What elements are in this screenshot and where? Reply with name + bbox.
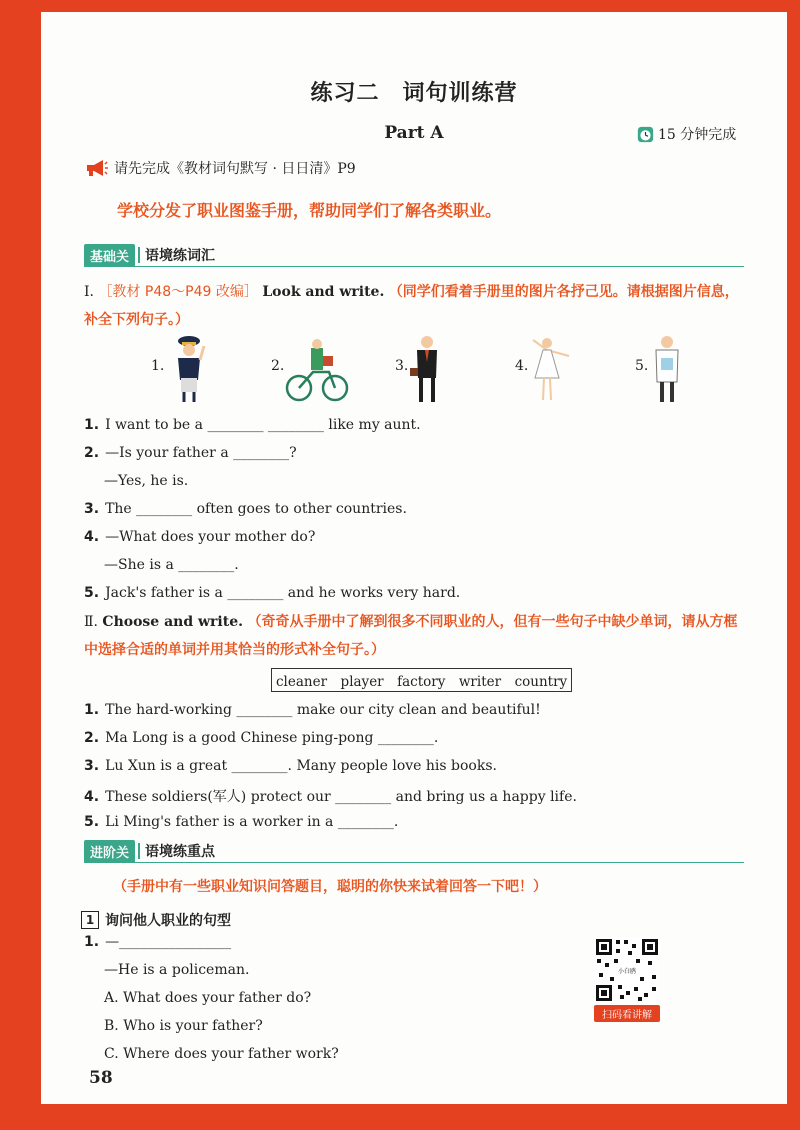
line-number: 4. xyxy=(84,789,100,805)
q1-option-b: B. Who is your father? xyxy=(104,1018,263,1034)
part2-instruction-text: Choose and write. xyxy=(102,614,243,630)
workbook-page xyxy=(41,12,787,1104)
line-text: The ________ often goes to other countries. xyxy=(105,501,407,517)
line-text: —Yes, he is. xyxy=(104,473,189,489)
megaphone-icon xyxy=(84,158,108,178)
line-text: —Is your father a ________? xyxy=(105,445,297,461)
qr-brand: 小白鸥 xyxy=(617,968,637,975)
line-number: 4. xyxy=(84,529,100,545)
badge-divider xyxy=(138,843,140,859)
line-number: 2. xyxy=(84,730,100,746)
line-number: 3. xyxy=(84,758,100,774)
line-text: Lu Xun is a great ________. Many people love his books. xyxy=(105,758,497,774)
line-text: Ma Long is a good Chinese ping-pong ________. xyxy=(105,730,439,746)
badge-divider xyxy=(138,247,140,263)
part1-line-2b xyxy=(104,473,188,489)
section-basic-label: 语境练词汇 xyxy=(145,248,216,264)
doctor-icon xyxy=(649,334,685,404)
subsection-number: 1 xyxy=(81,911,99,929)
figure-5-label: 5. xyxy=(635,358,649,374)
intro-text: 学校分发了职业图鉴手册，帮助同学们了解各类职业。 xyxy=(117,201,502,220)
part2-line-4 xyxy=(84,786,577,806)
page-title: 练习二 词句训练营 xyxy=(310,81,518,106)
line-text: —She is a ________. xyxy=(104,557,239,573)
part2-note: （奇奇从手册中了解到很多不同职业的人，但有一些句子中缺少单词，请从方框中选择合适的单词并用其恰当的形式补全句子。） xyxy=(84,614,738,658)
section-basic-badge: 基础关 xyxy=(84,244,135,267)
part1-line-1 xyxy=(84,417,421,433)
line-text: I want to be a ________ ________ like my aunt. xyxy=(105,417,421,433)
subsection-heading xyxy=(81,910,231,930)
part1-instruction-text: Look and write. xyxy=(262,284,385,300)
alarm-clock-icon xyxy=(637,126,654,143)
line-text: Jack's father is a ________ and he works very hard. xyxy=(105,585,461,601)
section-advanced-header xyxy=(84,840,744,863)
q1-prompt xyxy=(84,934,231,950)
line-text: Li Ming's father is a worker in a ________. xyxy=(105,814,399,830)
qr-label: 扫码看讲解 xyxy=(594,1005,660,1022)
section-advanced-label: 语境练重点 xyxy=(145,844,216,860)
section-basic-header xyxy=(84,244,744,267)
part2-line-3 xyxy=(84,758,497,774)
q1-option-a: A. What does your father do? xyxy=(104,990,312,1006)
line-number: 1. xyxy=(84,702,100,718)
line-number: 3. xyxy=(84,501,100,517)
part2-line-5 xyxy=(84,814,398,830)
part1-instruction xyxy=(84,278,749,334)
timer-note xyxy=(637,124,736,144)
notice-text: 请先完成《教材词句默写 · 日日清》P9 xyxy=(114,161,356,177)
part1-line-3 xyxy=(84,501,407,517)
figure-1-label: 1. xyxy=(151,358,165,374)
section2-note: （手册中有一些职业知识问答题目，聪明的你快来试着回答一下吧！） xyxy=(113,879,547,895)
part2-line-1 xyxy=(84,702,541,718)
line-number: 1. xyxy=(84,934,100,950)
postman-cycling-icon xyxy=(285,338,349,404)
part1-line-5 xyxy=(84,585,460,601)
line-number: 1. xyxy=(84,417,100,433)
line-number: 5. xyxy=(84,814,100,830)
page-number: 58 xyxy=(89,1068,113,1088)
line-text: —What does your mother do? xyxy=(105,529,316,545)
qr-code-icon[interactable] xyxy=(594,937,660,1003)
timer-text: 15 分钟完成 xyxy=(658,127,737,143)
dancer-icon xyxy=(529,334,573,404)
part1-note: （同学们看着手册里的图片各抒己见。请根据图片信息，补全下列句子。） xyxy=(84,284,739,328)
q1-option-c: C. Where does your father work? xyxy=(104,1046,339,1062)
word-box: cleaner player factory writer country xyxy=(271,668,572,692)
subsection-title: 询问他人职业的句型 xyxy=(105,913,231,929)
line-text: These soldiers(军人) protect our ________ and bring us a happy life. xyxy=(105,789,577,805)
notice-line xyxy=(84,158,356,178)
figure-3-label: 3. xyxy=(395,358,409,374)
line-text: —________________ xyxy=(105,934,232,950)
q1-answer: —He is a policeman. xyxy=(104,962,250,978)
part1-line-4b xyxy=(104,557,239,573)
part1-roman: Ⅰ. xyxy=(84,284,94,300)
part-heading: Part A xyxy=(384,123,444,143)
figure-2-label: 2. xyxy=(271,358,285,374)
line-text: The hard-working ________ make our city clean and beautiful! xyxy=(105,702,541,718)
part2-line-2 xyxy=(84,730,438,746)
part2-roman: Ⅱ. xyxy=(84,614,98,630)
figure-4-label: 4. xyxy=(515,358,529,374)
part1-line-4 xyxy=(84,529,315,545)
part1-line-2 xyxy=(84,445,297,461)
part2-instruction xyxy=(84,608,749,664)
businessman-icon xyxy=(409,334,445,404)
police-officer-icon xyxy=(169,334,209,404)
line-number: 2. xyxy=(84,445,100,461)
section-advanced-badge: 进阶关 xyxy=(84,840,135,863)
figure-row xyxy=(109,334,689,404)
line-number: 5. xyxy=(84,585,100,601)
part1-source: ［教材 P48～P49 改编］ xyxy=(98,284,258,300)
